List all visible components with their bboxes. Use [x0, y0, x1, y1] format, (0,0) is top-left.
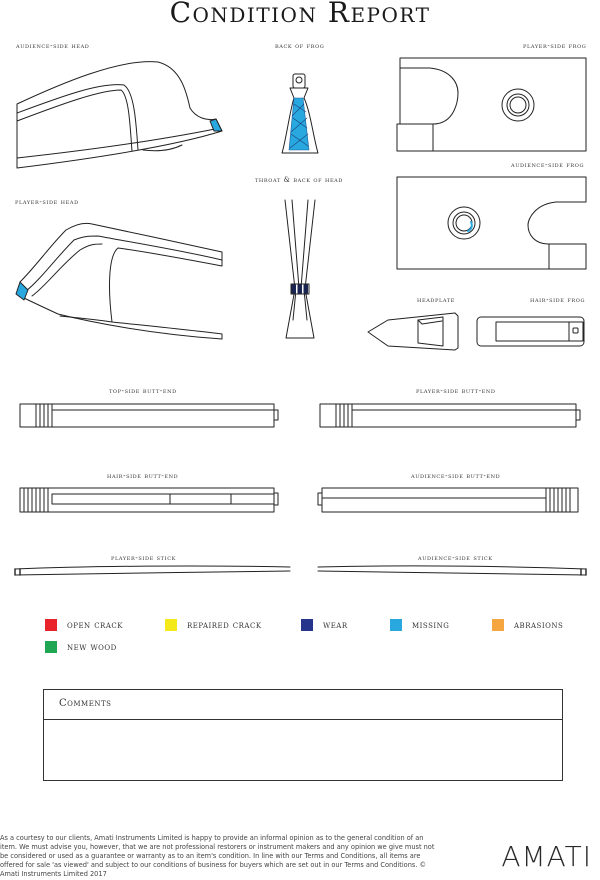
brand-logo: AMATI: [501, 840, 592, 873]
legend-swatch: [165, 619, 177, 631]
label-hair-side-frog: hair-side frog: [530, 296, 586, 304]
label-throat-back-of-head: throat & back of head: [255, 176, 344, 184]
legend-item-abrasions: [492, 619, 563, 631]
label-audience-side-stick: audience-side stick: [418, 554, 493, 562]
player-side-stick-drawing: [15, 566, 290, 575]
legend-swatch: [390, 619, 402, 631]
legend-label: abrasions: [514, 619, 564, 631]
label-player-side-stick: player-side stick: [111, 554, 176, 562]
hair-side-butt-end-drawing: [20, 488, 278, 512]
page-title: Condition Report: [169, 0, 431, 29]
player-side-head-drawing: [16, 223, 222, 339]
legend-label: open crack: [67, 619, 123, 631]
label-audience-side-head: audience-side head: [16, 42, 90, 50]
top-side-butt-end-drawing: [20, 404, 278, 427]
legend-label: wear: [323, 619, 348, 631]
label-audience-side-frog: audience-side frog: [511, 161, 585, 169]
label-hair-side-butt-end: hair-side butt-end: [107, 472, 179, 480]
comments-heading: Comments: [44, 690, 562, 720]
label-player-side-head: player-side head: [15, 198, 79, 206]
player-side-butt-end-drawing: [320, 404, 580, 427]
label-top-side-butt-end: top-side butt-end: [109, 387, 177, 395]
audience-side-butt-end-drawing: [318, 488, 578, 512]
legend-label: repaired crack: [187, 619, 262, 631]
label-player-side-frog: player-side frog: [523, 42, 587, 50]
hair-side-frog-drawing: [477, 317, 584, 346]
legend-swatch: [492, 619, 504, 631]
throat-back-of-head-drawing: [285, 200, 315, 338]
audience-side-stick-drawing: [318, 566, 586, 575]
back-of-frog-drawing: [282, 74, 318, 153]
legend-item-missing: [390, 619, 449, 631]
audience-side-head-drawing: [17, 62, 222, 168]
legend-swatch: [301, 619, 313, 631]
label-headplate: headplate: [417, 296, 456, 304]
legend-label: new wood: [67, 641, 117, 653]
legend-item-open-crack: [45, 619, 123, 631]
legend-label: missing: [412, 619, 450, 631]
label-audience-side-butt-end: audience-side butt-end: [411, 472, 501, 480]
audience-side-frog-drawing: [397, 177, 586, 269]
legend-item-repaired-crack: [165, 619, 262, 631]
label-player-side-butt-end: player-side butt-end: [416, 387, 496, 395]
comments-box: [43, 689, 563, 781]
player-side-frog-drawing: [397, 58, 586, 151]
disclaimer-text: As a courtesy to our clients, Amati Instruments Limited is happy to provide an informal opinion as to the general condition of an item. We must advise you, however, that we are not professional restorers or instrument makers and any opinion we give must not be considered or used as a guarantee or warranty as to an item's condition. In line with our Terms and Conditions, all items are offered for sale 'as viewed' and subject to our conditions of business for buyers which are set out in our Terms and Conditions. © Amati Instruments Limited 2017: [0, 834, 435, 878]
legend-item-new-wood: [45, 641, 117, 653]
label-back-of-frog: back of frog: [275, 42, 325, 50]
legend-swatch: [45, 619, 57, 631]
comments-area[interactable]: [44, 720, 562, 780]
legend-swatch: [45, 641, 57, 653]
headplate-drawing: [368, 313, 458, 350]
legend-item-wear: [301, 619, 348, 631]
